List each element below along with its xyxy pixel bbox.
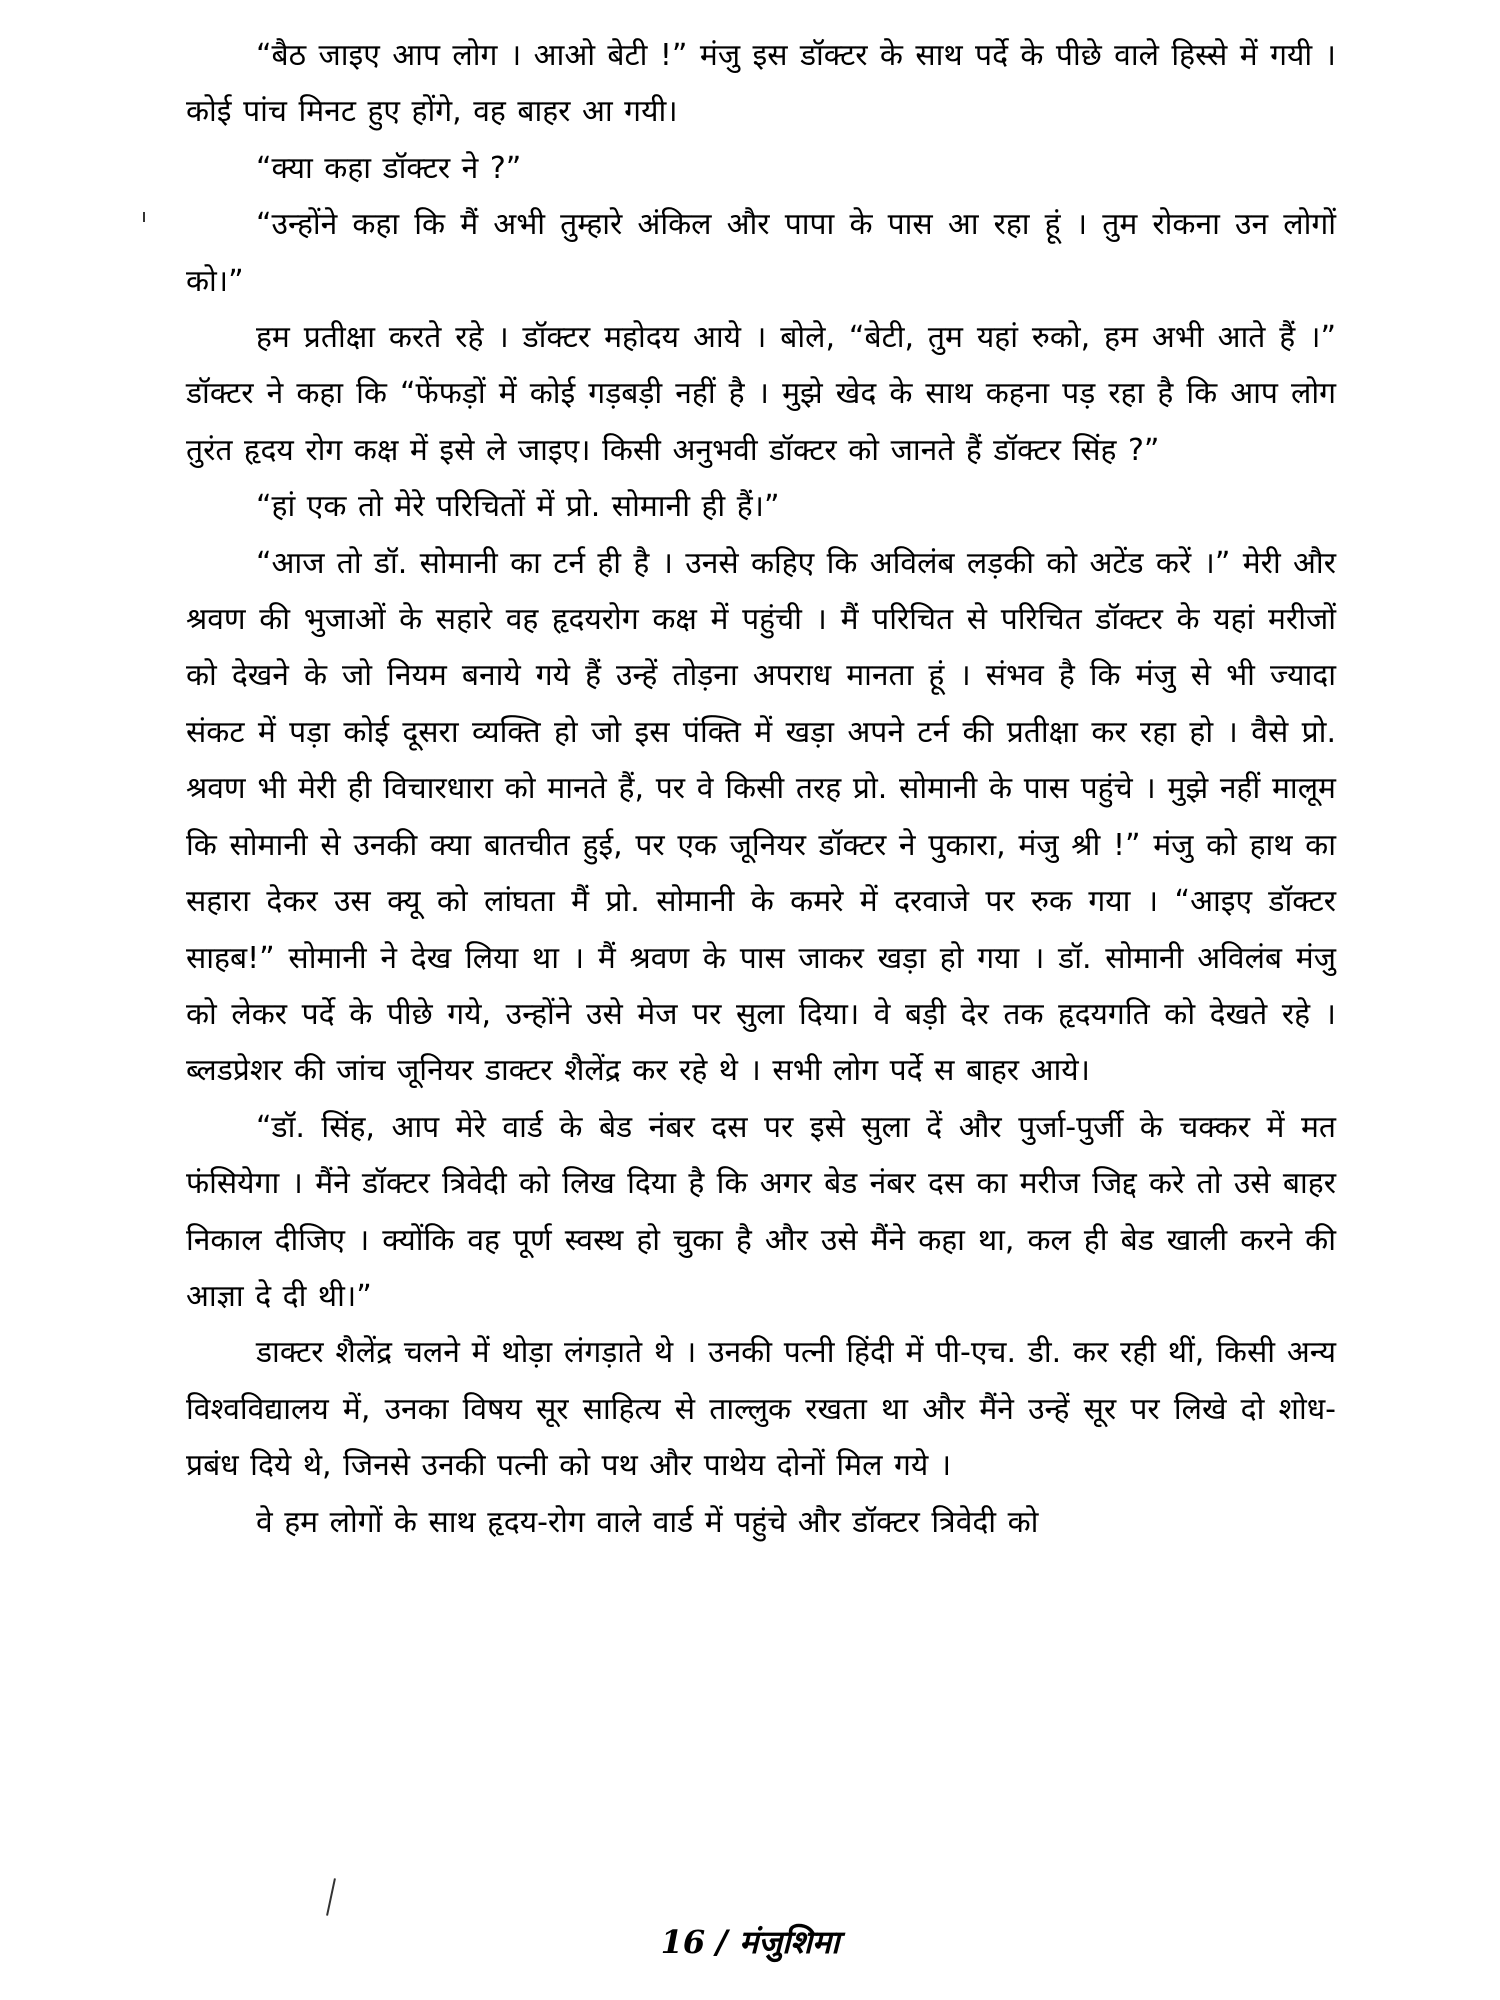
book-title: मंजुशिमा <box>739 1923 840 1961</box>
footer-separator: / <box>716 1923 728 1961</box>
page-footer <box>0 1920 1500 1963</box>
paragraph: “उन्होंने कहा कि मैं अभी तुम्हारे अंकिल और पापा के पास आ रहा हूं । तुम रोकना उन लोगों को।” <box>186 207 1336 299</box>
paragraph: “डॉ. सिंह, आप मेरे वार्ड के बेड नंबर दस पर इसे सुला दें और पुर्जा-पुर्जी के चक्कर में मत फंसियेगा । मैंने डॉक्टर त्रिवेदी को लिख दिया है कि अगर बेड नंबर दस का मरीज जिद्द करे तो उसे बाहर निकाल दीजिए । क्योंकि वह पूर्ण स्वस्थ हो चुका है और उसे मैंने कहा था, कल ही बेड खाली करने की आज्ञा दे दी थी।” <box>186 1109 1336 1314</box>
paragraph: “क्या कहा डॉक्टर ने ?” <box>256 150 522 186</box>
body-text <box>186 28 1336 1551</box>
paragraph: “आज तो डॉ. सोमानी का टर्न ही है । उनसे कहिए कि अविलंब लड़की को अटेंड करें ।” मेरी और श्रवण की भुजाओं के सहारे वह हृदयरोग कक्ष में पहुंची । मैं परिचित से परिचित डॉक्टर के यहां मरीजों को देखने के जो नियम बनाये गये हैं उन्हें तोड़ना अपराध मानता हूं । संभव है कि मंजु से भी ज्यादा संकट में पड़ा कोई दूसरा व्यक्ति हो जो इस पंक्ति में खड़ा अपने टर्न की प्रतीक्षा कर रहा हो । वैसे प्रो. श्रवण भी मेरी ही विचारधारा को मानते हैं, पर वे किसी तरह प्रो. सोमानी के पास पहुंचे । मुझे नहीं मालूम कि सोमानी से उनकी क्या बातचीत हुई, पर एक जूनियर डॉक्टर ने पुकारा, मंजु श्री !” मंजु को हाथ का सहारा देकर उस क्यू को लांघता मैं प्रो. सोमानी के कमरे में दरवाजे पर रुक गया । “आइए डॉक्टर साहब!” सोमानी ने देख लिया था । मैं श्रवण के पास जाकर खड़ा हो गया । डॉ. सोमानी अविलंब मंजु को लेकर पर्दे के पीछे गये, उन्होंने उसे मेज पर सुला दिया। वे बड़ी देर तक हृदयगति को देखते रहे । ब्लडप्रेशर की जांच जूनियर डाक्टर शैलेंद्र कर रहे थे । सभी लोग पर्दे स बाहर आये। <box>186 545 1336 1089</box>
paragraph: हम प्रतीक्षा करते रहे । डॉक्टर महोदय आये । बोले, “बेटी, तुम यहां रुको, हम अभी आते हैं ।” डॉक्टर ने कहा कि “फेंफड़ों में कोई गड़बड़ी नहीं है । मुझे खेद के साथ कहना पड़ रहा है कि आप लोग तुरंत हृदय रोग कक्ष में इसे ले जाइए। किसी अनुभवी डॉक्टर को जानते हैं डॉक्टर सिंह ?” <box>186 320 1336 468</box>
paragraph: वे हम लोगों के साथ हृदय-रोग वाले वार्ड में पहुंचे और डॉक्टर त्रिवेदी को <box>256 1504 1039 1540</box>
page-number: 16 <box>660 1923 706 1961</box>
paragraph: डाक्टर शैलेंद्र चलने में थोड़ा लंगड़ाते थे । उनकी पत्नी हिंदी में पी-एच. डी. कर रही थीं, किसी अन्य विश्वविद्यालय में, उनका विषय सूर साहित्य से ताल्लुक रखता था और मैंने उन्हें सूर पर लिखे दो शोध-प्रबंध दिये थे, जिनसे उनकी पत्नी को पथ और पाथेय दोनों मिल गये । <box>186 1335 1336 1484</box>
stray-pen-mark <box>326 1878 336 1916</box>
paragraph: “हां एक तो मेरे परिचितों में प्रो. सोमानी ही हैं।” <box>256 489 780 525</box>
margin-mark <box>143 212 145 222</box>
paragraph: “बैठ जाइए आप लोग । आओ बेटी !” मंजु इस डॉक्टर के साथ पर्दे के पीछे वाले हिस्से में गयी । कोई पांच मिनट हुए होंगे, वह बाहर आ गयी। <box>186 38 1336 130</box>
